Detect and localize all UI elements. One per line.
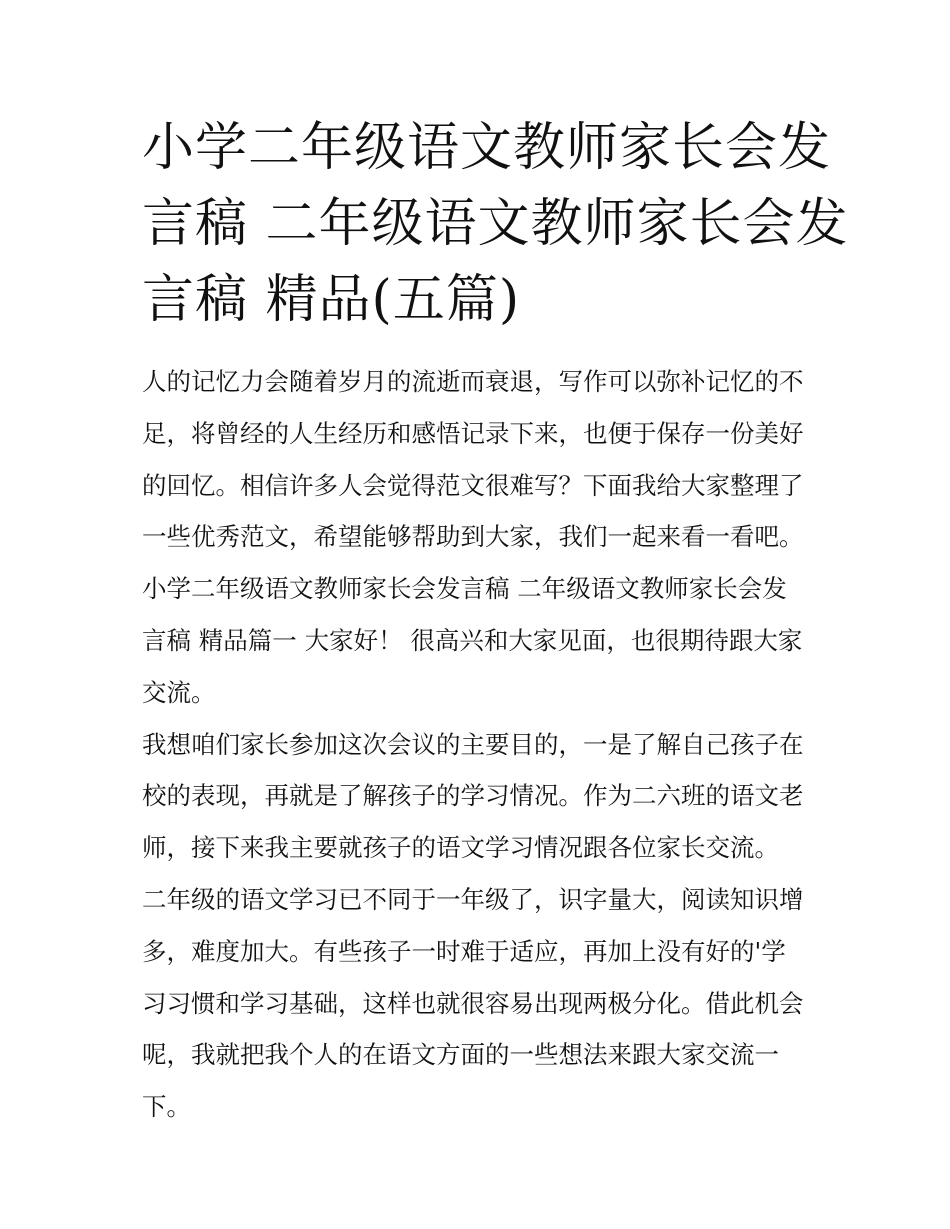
body-line: 小学二年级语文教师家长会发言稿 二年级语文教师家长会发 bbox=[142, 574, 787, 604]
body-line: 习习惯和学习基础，这样也就很容易出现两极分化。借此机会 bbox=[142, 988, 804, 1018]
body-line: 一些优秀范文，希望能够帮助到大家，我们一起来看一看吧。 bbox=[142, 522, 804, 552]
body-line: 言稿 精品篇一 大家好！ 很高兴和大家见面，也很期待跟大家 bbox=[142, 625, 803, 655]
title-line: 言稿 二年级语文教师家长会发 bbox=[142, 194, 849, 254]
body-line: 我想咱们家长参加这次会议的主要目的，一是了解自己孩子在 bbox=[142, 729, 804, 759]
title-line: 小学二年级语文教师家长会发 bbox=[142, 118, 832, 178]
body-line: 足，将曾经的人生经历和感悟记录下来，也便于保存一份美好 bbox=[142, 418, 804, 448]
body-line: 的回忆。相信许多人会觉得范文很难写？下面我给大家整理了 bbox=[142, 470, 804, 500]
document-title bbox=[142, 110, 849, 338]
body-line: 校的表现，再就是了解孩子的学习情况。作为二六班的语文老 bbox=[142, 781, 804, 811]
body-line: 二年级的语文学习已不同于一年级了，识字量大，阅读知识增 bbox=[142, 884, 804, 914]
body-line: 师，接下来我主要就孩子的语文学习情况跟各位家长交流。 bbox=[142, 833, 779, 863]
body-line: 交流。 bbox=[142, 677, 216, 707]
body-line: 人的记忆力会随着岁月的流逝而衰退，写作可以弥补记忆的不 bbox=[142, 367, 804, 396]
body-line: 下。 bbox=[142, 1092, 191, 1122]
title-line: 言稿 精品(五篇) bbox=[142, 270, 521, 330]
body-line: 多，难度加大。有些孩子一时难于适应，再加上没有好的'学 bbox=[142, 936, 786, 966]
body-line: 呢，我就把我个人的在语文方面的一些想法来跟大家交流一 bbox=[142, 1040, 779, 1070]
document-body bbox=[142, 356, 822, 1133]
